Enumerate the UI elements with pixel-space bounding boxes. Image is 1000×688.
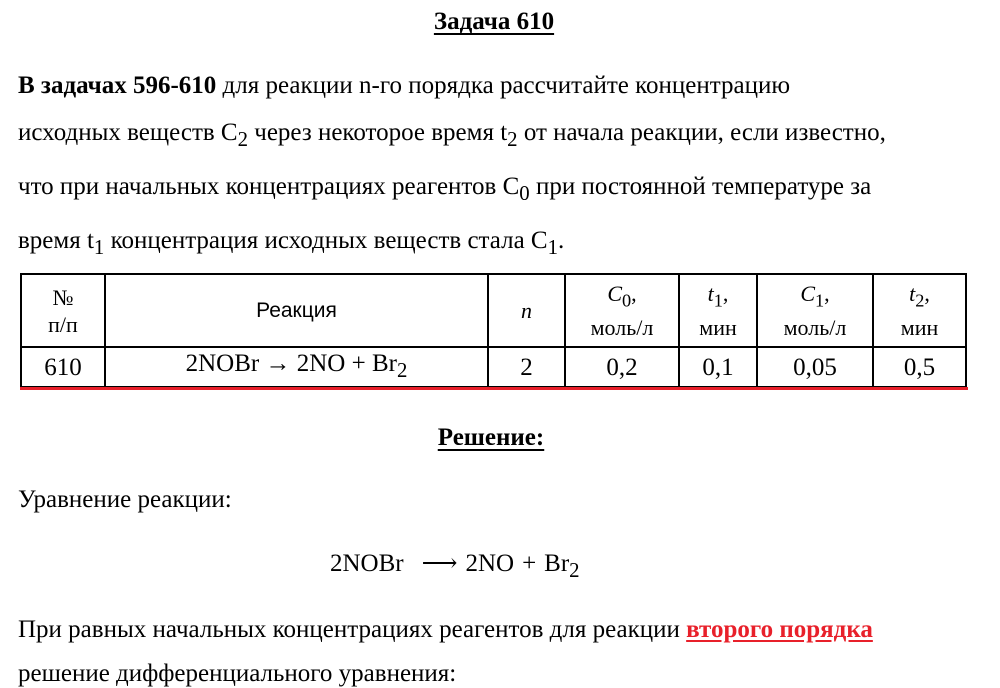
statement-line-3: [18, 163, 972, 217]
statement-text: что при начальных концентрациях реагентов C: [18, 173, 520, 200]
header-t2: $t_2$, мин: [873, 274, 966, 347]
cell-t1: 0,1: [679, 347, 757, 387]
cell-order: 2: [488, 347, 565, 387]
header-number: № п/п: [21, 274, 105, 347]
statement-bold-lead: В задачах 596-610: [18, 72, 217, 99]
paragraph-text: При равных начальных концентрациях реагентов для реакции: [18, 616, 687, 643]
subscript: 2: [507, 127, 518, 151]
subscript: 1: [547, 235, 559, 259]
paragraph-second-order: [18, 616, 873, 644]
subscript: 1: [93, 235, 105, 259]
statement-text: для реакции n-го порядка рассчитайте концентрацию: [216, 72, 791, 99]
equation-label: Уравнение реакции:: [18, 486, 232, 513]
statement-text: .: [558, 227, 565, 254]
cell-c1: 0,05: [757, 347, 873, 387]
header-t1: $t_1$, мин: [679, 274, 757, 347]
table-header-row: [21, 274, 966, 347]
header-c1: $C_1$, моль/л: [757, 274, 873, 347]
paragraph-differential: решение дифференциального уравнения:: [18, 660, 457, 687]
equation-product-2: Br: [544, 550, 570, 577]
equation-reactant: 2NOBr: [330, 550, 404, 577]
data-table: [20, 273, 967, 388]
statement-line-1: [18, 62, 972, 109]
reaction-arrow-icon: ⟶: [421, 550, 458, 577]
statement-text: при постоянной температуре за: [529, 173, 872, 200]
second-order-highlight: второго порядка: [686, 616, 873, 643]
table-row: [21, 347, 966, 387]
statement-text: через некоторое время t: [248, 119, 508, 146]
solution-heading: Решение:: [437, 424, 545, 451]
statement-text: исходных веществ C: [18, 119, 238, 146]
statement-text: время t: [18, 227, 94, 254]
statement-line-4: [18, 217, 972, 271]
header-c0: $C_0$, моль/л: [565, 274, 679, 347]
subscript: 0: [519, 181, 530, 205]
statement-text: от начала реакции, если известно,: [517, 119, 886, 146]
equation-product-1: 2NO: [465, 550, 515, 577]
header-reaction: Реакция: [105, 274, 488, 347]
reaction-equation: [330, 548, 580, 583]
statement-line-2: [18, 109, 972, 163]
header-order: n: [488, 274, 565, 347]
subscript: 2: [237, 127, 249, 151]
cell-c0: 0,2: [565, 347, 679, 387]
equation-plus: +: [522, 550, 537, 577]
data-table-wrapper: [20, 273, 965, 388]
cell-reaction: 2NOBr → $2NO + Br_2$: [105, 347, 488, 387]
task-title: Задача 610: [433, 8, 555, 35]
task-statement: [18, 62, 972, 271]
cell-number: 610: [21, 347, 105, 387]
cell-t2: 0,5: [873, 347, 966, 387]
red-underline-divider: [20, 387, 968, 390]
statement-text: концентрация исходных веществ стала C: [104, 227, 548, 254]
equation-subscript: 2: [569, 558, 580, 582]
